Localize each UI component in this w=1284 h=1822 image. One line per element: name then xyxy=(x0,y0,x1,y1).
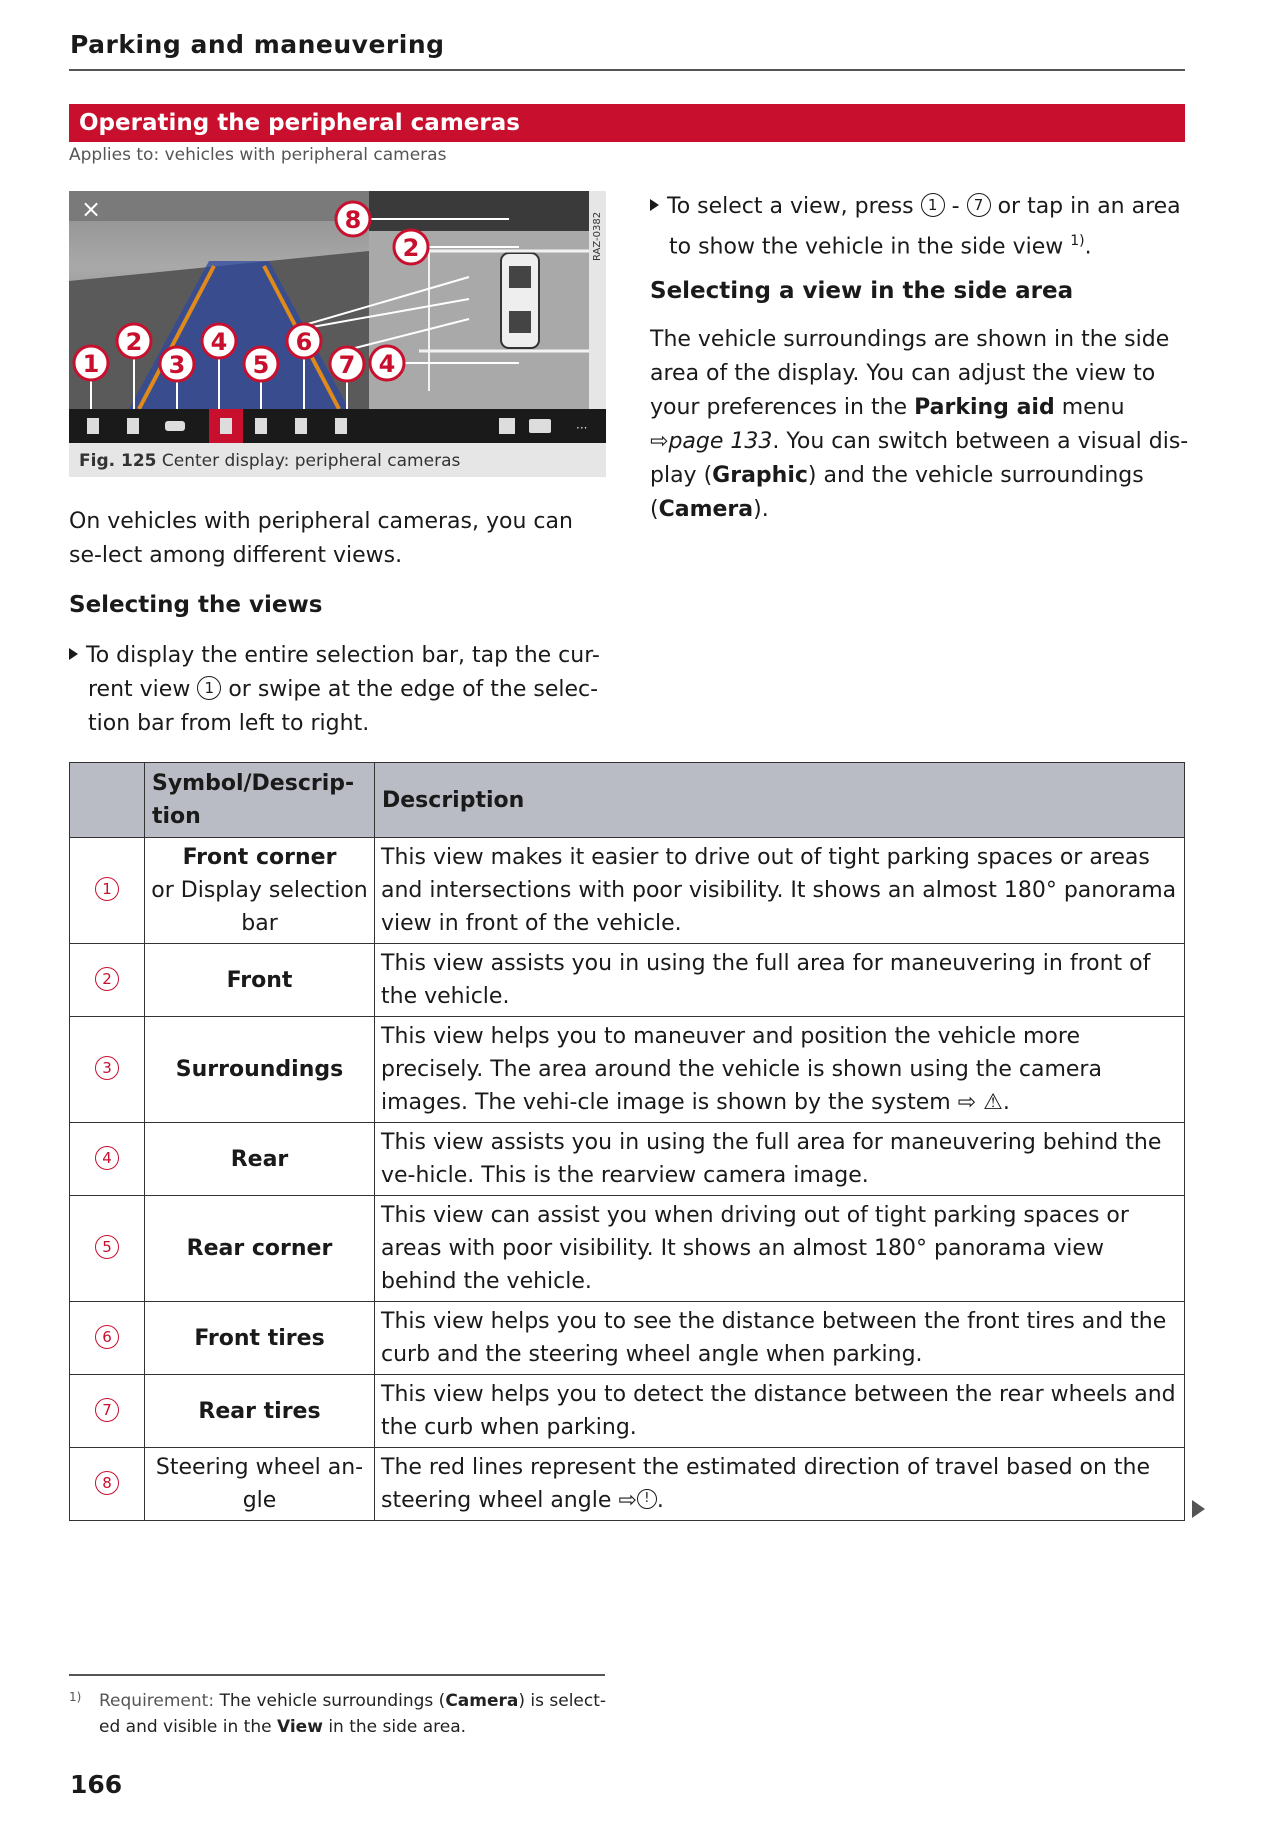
row-number-badge: 7 xyxy=(95,1398,119,1422)
row-symbol: Front tires xyxy=(145,1302,375,1375)
table-row xyxy=(70,838,1185,944)
row-description: This view assists you in using the full area for maneuvering in front of the vehicle. xyxy=(375,944,1185,1017)
row-description: This view can assist you when driving out of tight parking spaces or areas with poor visibility. It shows an almost 180° panorama view behind the vehicle. xyxy=(375,1196,1185,1302)
table-header-num xyxy=(70,763,145,838)
row-symbol: Rear corner xyxy=(145,1196,375,1302)
page-number: 166 xyxy=(70,1770,123,1799)
footnote-text: Requirement: The vehicle surroundings (Camera) is select-ed and visible in the View in the side area. xyxy=(99,1691,607,1737)
arrow-icon: ⇨ xyxy=(650,429,669,454)
row-symbol: Rear xyxy=(145,1123,375,1196)
row-number-badge: 3 xyxy=(95,1056,119,1080)
more-glyph: ··· xyxy=(576,421,588,435)
warning-icon[interactable]: ⚠ xyxy=(983,1090,1003,1115)
callout-1: 1 xyxy=(82,350,100,378)
ref-circle-7: 7 xyxy=(967,193,991,217)
callout-2b: 2 xyxy=(402,234,420,262)
callout-2: 2 xyxy=(125,328,143,356)
section-title: Operating the peripheral cameras xyxy=(79,110,520,136)
figure-caption xyxy=(79,451,460,471)
table-header-symbol: Symbol/Descrip-tion xyxy=(145,763,375,838)
continued-arrow-icon xyxy=(1192,1500,1205,1518)
row-description: The red lines represent the estimated direction of travel based on the steering wheel angle ⇨ ! . xyxy=(375,1448,1185,1521)
row-number-badge: 1 xyxy=(95,877,119,901)
footnote-reference[interactable]: 1) xyxy=(1070,233,1085,249)
row-description: This view helps you to detect the distance between the rear wheels and the curb when parking. xyxy=(375,1375,1185,1448)
close-icon: × xyxy=(81,195,102,223)
row-symbol: Front corner xyxy=(182,845,337,870)
footnote-mark: 1) xyxy=(69,1690,82,1704)
callout-3: 3 xyxy=(168,351,186,379)
image-code: RAZ-0382 xyxy=(592,211,603,261)
row-number-badge: 2 xyxy=(95,967,119,991)
table-row xyxy=(70,1302,1185,1375)
row-symbol: Front xyxy=(145,944,375,1017)
row-description: This view assists you in using the full area for maneuvering behind the ve-hicle. This is the rearview camera image. xyxy=(375,1123,1185,1196)
bullet-select-view: To select a view, press 1 - 7 or tap in an area to show the vehicle in the side view $^{1)}$. xyxy=(650,190,1209,264)
header-divider xyxy=(69,69,1185,71)
row-description: This view helps you to see the distance between the front tires and the curb and the steering wheel angle when parking. xyxy=(375,1302,1185,1375)
row-number-badge: 5 xyxy=(95,1235,119,1259)
side-area-paragraph: The vehicle surroundings are shown in the side area of the display. You can adjust the view to your preferences in the Parking aid menu ⇨page 133. You can switch between a visual dis-play (Graphic) and the vehicle surroundings (Camera). xyxy=(650,327,1189,522)
bullet-display-selection-bar: To display the entire selection bar, tap the cur-rent view 1 or swipe at the edge of the selec-tion bar from left to right. xyxy=(69,639,628,741)
row-symbol: Rear tires xyxy=(145,1375,375,1448)
arrow-icon: ⇨ xyxy=(618,1488,637,1513)
table-row xyxy=(70,1375,1185,1448)
table-header-row xyxy=(70,763,1185,838)
callout-4: 4 xyxy=(210,328,228,356)
callout-7: 7 xyxy=(338,351,356,379)
ref-circle-1: 1 xyxy=(197,676,221,700)
camera-views-table xyxy=(69,762,1185,1521)
intro-paragraph: On vehicles with peripheral cameras, you can se-lect among different views. xyxy=(69,509,573,568)
row-description: This view helps you to maneuver and position the vehicle more precisely. The area around the vehicle is shown using the camera images. The vehi-cle image is shown by the system ⇨ ⚠. xyxy=(375,1017,1185,1123)
row-number-badge: 6 xyxy=(95,1325,119,1349)
camera-display-illustration xyxy=(69,191,606,443)
heading-selecting-views: Selecting the views xyxy=(69,592,323,618)
row-symbol: Surroundings xyxy=(145,1017,375,1123)
bullet-triangle-icon xyxy=(650,199,659,211)
figure-caption-text: Center display: peripheral cameras xyxy=(161,451,461,471)
callout-6: 6 xyxy=(295,328,313,356)
page-link[interactable]: page 133 xyxy=(668,429,773,454)
row-description: This view makes it easier to drive out of tight parking spaces or areas and intersections with poor visibility. It shows an almost 180° panorama view in front of the vehicle. xyxy=(375,838,1185,944)
applies-to-note: Applies to: vehicles with peripheral cameras xyxy=(69,145,447,165)
arrow-icon: ⇨ xyxy=(957,1090,977,1115)
callout-5: 5 xyxy=(252,351,270,379)
camera-views-table-container xyxy=(69,762,1185,1521)
footnote xyxy=(69,1688,609,1740)
row-number-badge: 4 xyxy=(95,1146,119,1170)
row-symbol: Steering wheel an-gle xyxy=(145,1448,375,1521)
callout-8: 8 xyxy=(344,206,362,234)
table-row xyxy=(70,944,1185,1017)
footnote-divider xyxy=(69,1674,605,1676)
row-symbol-alt: or Display selection bar xyxy=(151,878,368,936)
ref-circle-1: 1 xyxy=(921,193,945,217)
figure-125 xyxy=(69,191,606,477)
table-header-description: Description xyxy=(375,763,1185,838)
section-banner xyxy=(69,104,1185,142)
bullet-triangle-icon xyxy=(69,648,78,660)
running-header: Parking and maneuvering xyxy=(70,30,445,59)
table-row xyxy=(70,1123,1185,1196)
callout-4b: 4 xyxy=(378,350,396,378)
row-number-badge: 8 xyxy=(95,1471,119,1495)
table-row xyxy=(70,1017,1185,1123)
figure-caption-label: Fig. 125 xyxy=(79,451,157,471)
heading-selecting-side-view: Selecting a view in the side area xyxy=(650,278,1074,304)
table-row xyxy=(70,1196,1185,1302)
table-row xyxy=(70,1448,1185,1521)
caution-icon[interactable]: ! xyxy=(637,1489,657,1509)
